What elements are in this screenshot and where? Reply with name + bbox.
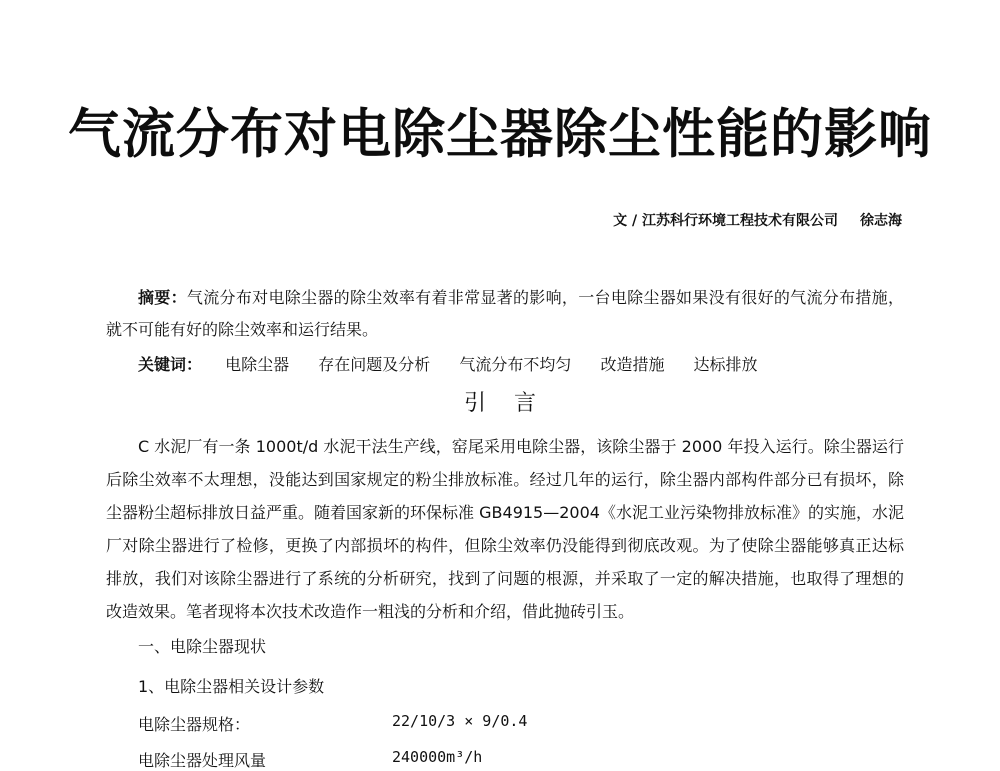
paper-title: 气流分布对电除尘器除尘性能的影响 — [68, 104, 932, 165]
heading-1: 一、电除尘器现状 — [138, 637, 267, 656]
keyword: 达标排放 — [693, 355, 758, 374]
spec-label: 电除尘器规格： — [138, 715, 251, 734]
intro-paragraph: C 水泥厂有一条 1000t/d 水泥干法生产线，窑尾采用电除尘器，该除尘器于 2000 年投入运行。除尘器运行后除尘效率不太理想，没能达到国家规定的粉尘排放标准。经过几年的运行，除尘器内部构件部分已有损坏，除尘器粉尘超标排放日益严重。随着国家新的环保标准 GB4915—2004《水泥工业污染物排放标准》的实施，水泥厂对除尘器进行了检修，更换了内部损坏的构件，但除尘效率仍没能得到彻底改观。为了使除尘器能够真正达标排放，我们对该除尘器进行了系统的分析研究，找到了问题的根源，并采取了一定的解决措施，也取得了理想的改造效果。笔者现将本次技术改造作一粗浅的分析和介绍，借此抛砖引玉。 — [106, 437, 904, 621]
keyword: 存在问题及分析 — [318, 355, 431, 374]
spec-label: 电除尘器处理风量 — [138, 751, 267, 770]
abstract-text: 气流分布对电除尘器的除尘效率有着非常显著的影响，一台电除尘器如果没有很好的气流分布措施，就不可能有好的除尘效率和运行结果。 — [106, 288, 904, 339]
spec-value: 240000m³/h — [392, 748, 483, 766]
author-name: 徐志海 — [860, 213, 902, 229]
keyword: 气流分布不均匀 — [459, 355, 572, 374]
abstract-label: 摘要： — [138, 288, 187, 307]
keyword: 电除尘器 — [225, 355, 290, 374]
author-affiliation: 文 / 江苏科行环境工程技术有限公司 — [613, 213, 838, 229]
keyword: 改造措施 — [600, 355, 665, 374]
author-line — [613, 210, 902, 230]
section-title: 引言 — [463, 391, 564, 416]
spec-value: 22/10/3 × 9/0.4 — [392, 712, 528, 730]
keywords-label: 关键词： — [138, 355, 203, 374]
keywords — [138, 352, 782, 375]
spec-row — [138, 712, 528, 735]
abstract — [106, 282, 904, 345]
heading-2: 1、电除尘器相关设计参数 — [138, 677, 325, 696]
